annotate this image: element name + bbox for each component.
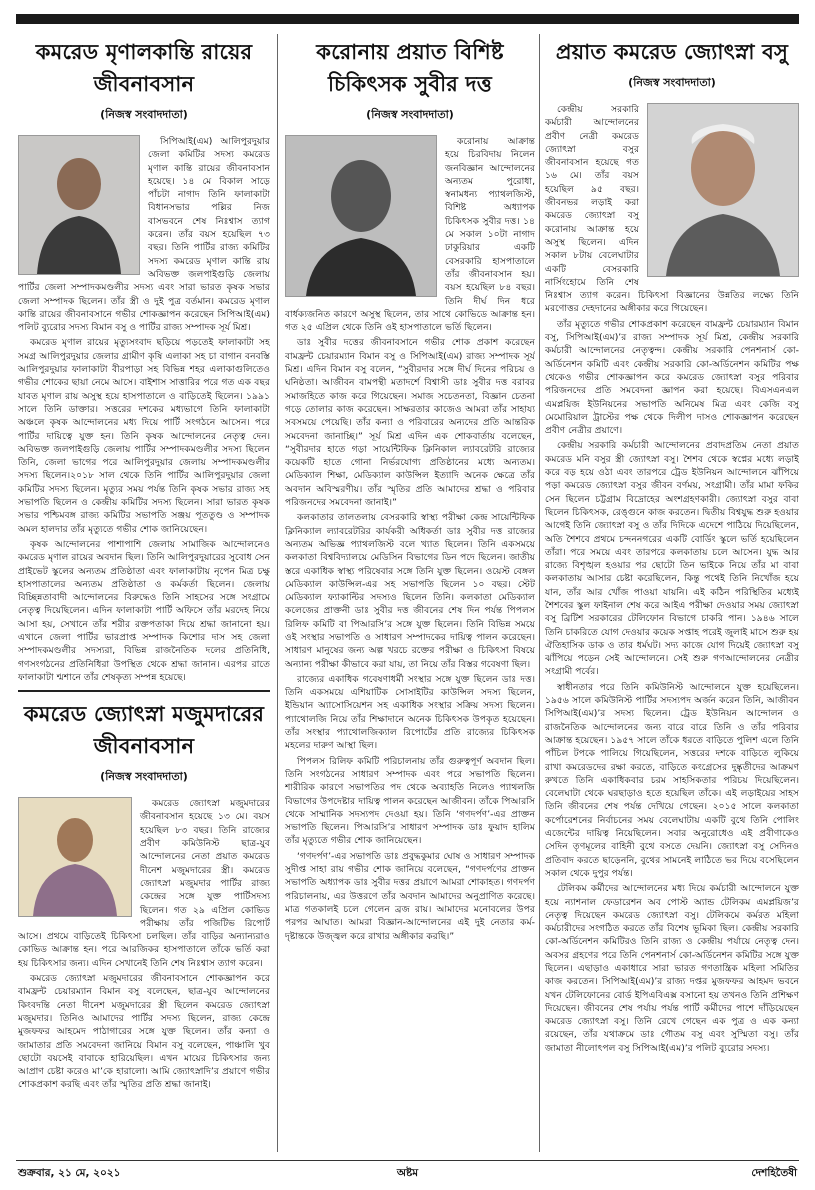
- paragraph: কেন্দ্রীয় সরকারি কর্মচারী আন্দোলনের প্রবীণ নেত্রী কমরেড জ্যোৎস্না বসুর জীবনাবসান হয়েছে গত ১৬ মে। তাঁর বয়স হয়েছিল ৯৫ বছর। জীবনভর লড়াই করা কমরেড জ্যোৎস্না বসু করোনায় আক্রান্ত হয়ে অসুস্থ ছিলেন। এদিন সকাল ৮টায় বেলেঘাটার একটি বেসরকারি নার্সিংহোমে তিনি শেষ নিঃশ্বাস ত্যাগ করেন। চিকিৎসা বিজ্ঞানের উন্নতির লক্ষ্যে তিনি মরণোত্তর দেহদানের অঙ্গীকার করে গিয়েছেন।: [545, 104, 799, 315]
- paragraph: ডাঃ সুবীর দত্তের জীবনাবসানে গভীর শোক প্রকাশ করেছেন বামফ্রন্ট চেয়ারম্যান বিমান বসু ও সিপিআই(এম) রাজ্য সম্পাদক সূর্য মিশ্র। এদিন বিমান বসু বলেন, “সুবীরদার সঙ্গে দীর্ঘ দিনের পরিচয় ও ঘনিষ্ঠতা। আজীবন বামপন্থী মতাদর্শে বিশ্বাসী ডাঃ সুবীর দত্ত বরাবর সমাজহিতে কাজ করে গিয়েছেন। সমাজ সচেতনতা, বিজ্ঞান চেতনা গড়ে তোলার কাজ করেছেন। সাক্ষরতার কাজেও আমরা তাঁর সাহায্য সবসময়ে পেয়েছি। তাঁর কন্যা ও পরিবারের অন্যদের প্রতি আন্তরিক সমবেদনা জানাচ্ছি।” সূর্য মিশ্র এদিন এক শোকবার্তায় বলেছেন, “সুবীরদার হাতে গড়া সায়েন্টিফিক ক্লিনিকাল ল্যাবরেটরি রাজ্যের কয়েকটি হাতে গোনা নির্ভরযোগ্য প্রতিষ্ঠানের মধ্যে অন্যতম। মেডিক্যাল শিক্ষা, মেডিক্যাল কাউন্সিল ইত্যাদি অনেক ক্ষেত্রে তাঁর অবদান অবিস্মরণীয়। তাঁর স্মৃতির প্রতি আমাদের শ্রদ্ধা ও পরিবার পরিজনদের সমবেদনা জানাই।”: [285, 337, 535, 509]
- paragraph: ‘গণদর্পণ’-এর সভাপতি ডাঃ প্রবুদ্ধকুমার ঘোষ ও সাধারণ সম্পাদক সুদীপ্ত সাহা রায় গভীর শোক জানিয়ে বলেছেন, “গণদর্পণের প্রাক্তন সভাপতি অধ্যাপক ডাঃ সুবীর দত্তর প্রয়াণে আমরা শোকাহত। গণদর্পণ পরিচালনায়, এর উত্তরণে তাঁর অবদান আমাদের অনুপ্রাণিত করেছে। মাত্র গতকালই চলে গেলেন ব্রজ রায়। আমাদের মনোবলের উপর পরপর আঘাত। আমরা বিজ্ঞান-আন্দোলনের এই দুই নেতার কর্ম-দৃষ্টান্তকে উজ্জ্বল করে রাখার অঙ্গীকার করছি।”: [285, 850, 535, 942]
- paragraph: রাজ্যের একাধিক গবেষণাধর্মী সংস্থার সঙ্গে যুক্ত ছিলেন ডাঃ দত্ত। তিনি একসময়ে এশিয়াটিক সোসাইটির কাউন্সিল সদস্য ছিলেন, ইন্ডিয়ান অ্যাসোসিয়েশন সহ একাধিক সংস্থার সক্রিয় সদস্য ছিলেন। প্যাথোলজি নিয়ে তাঁর শিক্ষাদানে অনেক চিকিৎসক উপকৃত হয়েছেন। তাঁর সংস্থার প্যাথোলজিক্যাল রিপোর্টের প্রতি রাজ্যের চিকিৎসক মহলের দারুণ আস্থা ছিল।: [285, 673, 535, 752]
- paragraph: করোনায় আক্রান্ত হয়ে চিরবিদায় নিলেন জনবিজ্ঞান আন্দোলনের অন্যতম পুরোধা, স্বনামধন্য প্যাথলজিস্ট, বিশিষ্ট অধ্যাপক চিকিৎসক সুবীর দত্ত। ১৪ মে সকাল ১০টা নাগাদ ঢাকুরিয়ার একটি বেসরকারি হাসপাতালে তাঁর জীবনাবসান হয়। বয়স হয়েছিল ৮৪ বছর। তিনি দীর্ঘ দিন ধরে বার্ধক্যজনিত কারণে অসুস্থ ছিলেন, তার সাথে কোভিডে আক্রান্ত হন। গত ২৫ এপ্রিল থেকে তিনি ওই হাসপাতালে ভর্তি ছিলেন।: [285, 136, 535, 334]
- portrait-photo: [647, 103, 799, 277]
- byline: (নিজস্ব সংবাদদাতা): [100, 108, 188, 121]
- paragraph: কমরেড জ্যোৎস্না মজুমদারের জীবনাবসানে শোকজ্ঞাপন করে বামফ্রন্ট চেয়ারম্যান বিমান বসু বলেছেন, ছাত্র-যুব আন্দোলনের কিংবদন্তি নেতা দীনেশ মজুমদারের স্ত্রী ছিলেন কমরেড জ্যোৎস্না মজুমদার। তিনিও আমাদের পার্টির সদস্য ছিলেন, রাজ্য কেন্দ্রে মুজফফর আহমেদ পাঠাগারের সঙ্গে যুক্ত ছিলেন। তাঁর কন্যা ও জামাতার প্রতি সমবেদনা জানিয়ে বিমান বসু বলেছেন, পাঞ্চালি খুব ছোটো বয়সেই বাবাকে হারিয়েছিল। এখন মায়ের চিকিৎসার জন্য আপ্রাণ চেষ্টা করেও মা’কে হারালো। আমি জ্যোৎস্নাদি’র প্রয়াণে গভীর শোকপ্রকাশ করছি এবং তাঁর স্মৃতির প্রতি শ্রদ্ধা জানাই।: [18, 973, 270, 1091]
- byline: (নিজস্ব সংবাদদাতা): [100, 770, 188, 784]
- article-jyotsna-basu: [545, 36, 799, 1055]
- byline: (নিজস্ব সংবাদদাতা): [366, 108, 454, 121]
- paragraph: স্বাধীনতার পরে তিনি কমিউনিস্ট আন্দোলনে যুক্ত হয়েছিলেন। ১৯৫৬ সালে কমিউনিস্ট পার্টির সদস্যপদ অর্জন করেন তিনি, আজীবন সিপিআই(এম)’র সদস্য ছিলেন। ট্রেড ইউনিয়ন আন্দোলন ও রাজনৈতিক আন্দোলনের জন্য বারে বারে তিনি ও তাঁর পরিবার আক্রান্ত হয়েছেন। ১৯৫৭ সালে তাঁকে ধরতে বাড়িতে পুলিশ এলে তিনি পাঁচিল টপকে পালিয়ে গিয়েছিলেন, সত্তরের দশকে বাড়িতে লুকিয়ে রাখা কমরেডদের রক্ষা করতে, বাড়িতে কংগ্রেসের দুষ্কৃতীদের আক্রমণ রুখতে তিনি একাধিকবার চরম সাহসিকতার পরিচয় দিয়েছিলেন। বেলেঘাটা থেকে ঘরছাড়াও হতে হয়েছিল তাঁকে। এই লড়াইয়ের সাহস তিনি জীবনের শেষ পর্যন্ত দেখিয়ে গেছেন। ২০১৫ সালে কলকাতা কর্পোরেশনের নির্বাচনের সময় বেলেঘাটায় একটি বুথে তিনি পোলিং এজেন্টের দায়িত্ব নিয়েছিলেন। সবার অনুরোধেও এই প্রবীণাকেও সেদিন তৃণমূলের বাহিনী বুথে বসতে দেয়নি। জ্যোৎস্না বসু সেদিনও প্রতিবাদ করতে ছাড়েননি, বুথের সামনেই লাঠিতে ভর দিয়ে বসেছিলেন সকাল থেকে দুপুর পর্যন্ত।: [545, 681, 799, 879]
- article-mrinal: [18, 36, 270, 684]
- headline: কমরেড জ্যোৎস্না মজুমদারের জীবনাবসান: [23, 702, 265, 759]
- column-divider: [539, 34, 540, 1152]
- headline: কমরেড মৃণালকান্তি রায়ের জীবনাবসান: [35, 40, 253, 96]
- paragraph: কৃষক আন্দোলনের পাশাপাশি জেলায় সামাজিক আন্দোলনেও কমরেড মৃণাল রায়ের অবদান ছিল। তিনি আলিপুরদুয়ারের সুবোধ সেন প্রাইভেট স্কুলের অন্যতম প্রতিষ্ঠাতা এবং ফালাকাটায় নৃপেন মিত্র চক্ষু হাসপাতালের অন্যতম প্রতিষ্ঠাতা ও কর্মকর্তা ছিলেন। জেলায় বিচ্ছিন্নতাবাদী আন্দোলনের বিরুদ্ধেও তিনি সাহসের সঙ্গে সংগ্রামে নেতৃত্ব দিয়েছিলেন। এদিন ফালাকাটা পার্টি অফিসে তাঁর মরদেহ নিয়ে আসা হয়, সেখানে তাঁর শরীর রক্তপতাকা দিয়ে শ্রদ্ধা জানানো হয়। এখানে জেলা পার্টির ভারপ্রাপ্ত সম্পাদক কিশোর দাস সহ জেলা সম্পাদকমণ্ডলীর সদস্যরা, বিভিন্ন রাজনৈতিক দলের প্রতিনিধি, গণসংগঠনের প্রতিনিধিরা উপস্থিত থেকে শ্রদ্ধা জানান। এরপর রাতে ফালাকাটা শ্মশানে তাঁর শেষকৃত্য সম্পন্ন হয়েছে।: [18, 538, 270, 683]
- portrait-photo: [285, 135, 437, 297]
- footer-page-number: অষ্টম: [396, 1167, 419, 1179]
- headline: করোনায় প্রয়াত বিশিষ্ট চিকিৎসক সুবীর দত্ত: [316, 40, 504, 96]
- column-right: [545, 30, 799, 1155]
- column-left: [18, 30, 270, 1155]
- column-divider: [277, 34, 278, 1152]
- top-rule: [16, 14, 799, 24]
- portrait-photo: [18, 797, 132, 917]
- section-rule: [18, 690, 270, 692]
- column-middle: [285, 30, 535, 1155]
- paragraph: কলকাতার তালতলায় বেসরকারি স্বাস্থ্য পরীক্ষা কেন্দ্র সায়েন্টিফিক ক্লিনিক্যাল ল্যাবরেটরির কার্যকরী অধিকর্তা ডাঃ সুবীর দত্ত রাজ্যের অন্যতম অভিজ্ঞ প্যাথলজিস্ট বলে খ্যাত ছিলেন। তিনি একসময়ে কলকাতা বিশ্ববিদ্যালয়ে মেডিসিন বিভাগের ডিন পদে ছিলেন। জাতীয় স্তরে একাধিক স্বাস্থ্য পরিষেবার সঙ্গে তিনি যুক্ত ছিলেন। ওয়েস্ট বেঙ্গল মেডিক্যাল কাউন্সিল-এর সহ সভাপতি ছিলেন ১০ বছর। স্টেট মেডিক্যাল ফ্যাকাল্টির সদস্যও ছিলেন তিনি। কলকাতা মেডিক্যাল কলেজের প্রাক্তনী ডাঃ সুবীর দত্ত জীবনের শেষ দিন পর্যন্ত পিপলস রিলিফ কমিটি বা পিআরসি’র সঙ্গে যুক্ত ছিলেন। তিনি বিভিন্ন সময়ে ওই সংস্থার সভাপতি ও সাধারণ সম্পাদকের দায়িত্ব পালন করেছেন। সাধারণ মানুষের জন্য অল্প খরচে রক্তের পরীক্ষা ও চিকিৎসা বিষয়ে অন্যান্য পরীক্ষা কীভাবে করা যায়, তা নিয়ে তাঁর বিস্তর গবেষণা ছিল।: [285, 512, 535, 670]
- byline: (নিজস্ব সংবাদদাতা): [628, 76, 716, 89]
- portrait-photo: [18, 135, 140, 275]
- footer-rule: [16, 1160, 799, 1161]
- paragraph: টেলিকম কর্মীদের আন্দোলনের মধ্য দিয়ে কর্মচারী আন্দোলনে যুক্ত হয়ে ন্যাশনাল ফেডারেশন অব পোস্ট অ্যান্ড টেলিকম এমপ্লয়িজ’র নেতৃত্ব দিয়েছেন কমরেড জ্যোৎস্না বসু। টেলিকমে কর্মরত মহিলা কর্মচারীদের সংগঠিত করতে তাঁর বিশেষ ভূমিকা ছিল। কেন্দ্রীয় সরকারি কো-অর্ডিনেশন কমিটিরও তিনি রাজ্য ও কেন্দ্রীয় পর্যায়ে নেতৃত্ব দেন। অবসর গ্রহণের পরে তিনি পেনশনার্স কো-অর্ডিনেশন কমিটির সঙ্গে যুক্ত ছিলেন। এছাড়াও একাধারে সারা ভারত গণতান্ত্রিক মহিলা সমিতির কাজ করতেন। সিপিআই(এম)’র রাজ্য দপ্তর মুজফফর আহমদ ভবনে যখন টেলিফোনের বোর্ড ইপিএবিএক্স বসানো হয় তখনও তিনি প্রশিক্ষণ দিয়েছেন। জীবনের শেষ পর্যায় পর্যন্ত পার্টি কর্মীদের পাশে দাঁড়িয়েছেন কমরেড জ্যোৎস্না বসু। তিনি রেখে গেছেন এক পুত্র ও এক কন্যা রয়েছেন, তাঁর যথাক্রমে ডাঃ গৌতম বসু এবং সুস্মিতা বসু। তাঁর জামাতা নীলোৎপল বসু সিপিআই(এম)’র পলিট ব্যুরোর সদস্য।: [545, 883, 799, 1054]
- paragraph: পিপলস রিলিফ কমিটি পরিচালনায় তাঁর গুরুত্বপূর্ণ অবদান ছিল। তিনি সংগঠনের সাধারণ সম্পাদক এবং পরে সভাপতি ছিলেন। শারীরিক কারণে সভাপতির পদ থেকে অব্যাহতি নিলেও প্যাথলজি বিভাগের উপদেষ্টার দায়িত্ব পালন করেছেন আজীবন। তাঁকে পিআরসি থেকে সাম্মানিক সদস্যপদ দেওয়া হয়। তিনি ‘গণদর্পণ’-এর প্রাক্তন সভাপতি ছিলেন। পিআরসি’র সাধারণ সম্পাদক ডাঃ ফুয়াদ হালিম তাঁর মৃত্যুতে গভীর শোক জানিয়েছেন।: [285, 755, 535, 847]
- footer-paper-name: দেশহিতৈষী: [751, 1167, 797, 1179]
- paragraph: কমরেড মৃণাল রায়ের মৃত্যুসংবাদ ছড়িয়ে পড়তেই ফালাকাটা সহ সমগ্র আলিপুরদুয়ার জেলার গ্রামীণ কৃষি এলাকা সহ চা বাগান বনবস্তি আলিপুরদুয়ার ফালাকাটা বীরপাড়া সহ বিভিন্ন শহর এলাকাগুলিতেও গভীর শোকের ছায়া নেমে আসে। বাইশাস সাত্তারির পরে গত এক বছর যাবত মৃণাল রায় অসুস্থ হয়ে হাসপাতালে ও বাড়িতেই ছিলেন। ১৯৯১ সালে তিনি ডাক্তার। সত্তরের দশকের মধ্যভাগে তিনি ফালাকাটা অঞ্চলে কৃষক আন্দোলনের মধ্য দিয়ে পার্টি সংগঠনে আসেন। পরে পার্টির দায়িত্বে যুক্ত হন। তিনি কৃষক আন্দোলনের নেতৃত্ব দেন। অবিভক্ত জলপাইগুড়ি জেলায় পার্টির সম্পাদকমণ্ডলীর সদস্য ছিলেন তিনি, জেলা ভাগের পরে আলিপুরদুয়ার জেলায় সম্পাদকমণ্ডলীর সদস্য ছিলেন।২০১৮ সাল থেকে তিনি পার্টির আলিপুরদুয়ার জেলা কমিটির সদস্য ছিলেন। মৃত্যুর সময় পর্যন্ত তিনি কৃষক সভার রাজ্য সহ সভাপতি ছিলেন ও কেন্দ্রীয় কমিটির সদস্য ছিলেন। সারা ভারত কৃষক সভার পশ্চিমবঙ্গ রাজ্য কমিটির সভাপতি সঞ্জয় পূততুণ্ড ও সম্পাদক অমল হালদার তাঁর মৃত্যুতে গভীর শোক জানিয়েছেন।: [18, 337, 270, 535]
- paragraph: কেন্দ্রীয় সরকারি কর্মচারী আন্দোলনের প্রবাদপ্রতিম নেতা প্রয়াত কমরেড মনি বসুর স্ত্রী জ্যোৎস্না বসু। শৈশব থেকে স্বপ্নের মধ্যে লড়াই করে বড় হয়ে ওঠা এবং তারপরে ট্রেড ইউনিয়ন আন্দোলনে ঝাঁপিয়ে পড়া কমরেড জ্যোৎস্না বসুর জীবন বর্ণময়, সংগ্রামী। তাঁর মামা ফকির সেন ছিলেন চট্টগ্রাম বিদ্রোহের অংশগ্রহণকারী। জ্যোৎস্না বসুর বাবা ছিলেন চিকিৎসক, রেঙ্গুনে কাজ করতেন। দ্বিতীয় বিশ্বযুদ্ধ শুরু হওয়ার আগেই তিনি জ্যোৎস্না বসু ও তাঁর দিদিকে এদেশে পাঠিয়ে দিয়েছিলেন, অতি শৈশবে প্রথমে চন্দননগরের একটি বোর্ডিং স্কুলে ভর্তি হয়েছিলেন তাঁরা। পরে সময়ে এবং তারপরে কলকাতায় চলে আসেন। যুদ্ধ আর রাজ্যে বিশৃঙ্খল হওয়ার পর ছোটো তিন ভাইকে নিয়ে তাঁর মা বাবা কলকাতায় আসার চেষ্টা করেছিলেন, কিন্তু পথেই তিনি নিখোঁজ হয়ে যান, তাঁর আর খোঁজ পাওয়া যায়নি। এই কঠিন পরিস্থিতির মধ্যেই শৈশবের স্কুল ফাইনাল শেষ করে আইএ পরীক্ষা দেওয়ার সময় জ্যোৎস্না বসু ব্রিটিশ সরকারের টেলিফোন বিভাগে চাকরি পান। ১৯৪৬ সালে তিনি চাকরিতে যোগ দেওয়ার কয়েক সপ্তাহ পরেই জুলাই মাসে শুরু হয় ঐতিহাসিক ডাক ও তার ধর্মঘট। সদ্য কাজে যোগ দিয়েই জ্যোৎস্না বসু ঝাঁপিয়ে পড়েন সেই আন্দোলনে। সেই শুরু গণআন্দোলনের নেত্রীর সংগ্রামী পর্বের।: [545, 440, 799, 678]
- paragraph: তাঁর মৃত্যুতে গভীর শোকপ্রকাশ করেছেন বামফ্রন্ট চেয়ারম্যান বিমান বসু, সিপিআই(এম)’র রাজ্য সম্পাদক সূর্য মিশ্র, কেন্দ্রীয় সরকারি কর্মচারী আন্দোলনের নেতৃত্বন্দ। কেন্দ্রীয় সরকারি পেনশনার্স কো-অর্ডিনেশন কমিটি এবং কেন্দ্রীয় সরকারি কো-অর্ডিনেশন কমিটির পক্ষ থেকেও গভীর শোকজ্ঞাপন করে কমরেড জ্যোৎস্না বসুর পরিবার পরিজনদের প্রতি সমবেদনা জ্ঞাপন করা হয়েছে। বিএসএনএল এমপ্লয়িজ ইউনিয়নের সভাপতি অনিমেষ মিত্র এবং কেজি বসু মেমোরিয়াল ট্রাস্টের পক্ষ থেকে দিলীপ দাসও শোকজ্ঞাপন করেছেন প্রবীণ নেত্রীর প্রয়াণে।: [545, 318, 799, 437]
- article-jyotsna-majumdar: [18, 698, 270, 1092]
- paragraph: কমরেড জ্যোৎস্না মজুমদারের জীবনাবসান হয়েছে ১৩ মে। বয়স হয়েছিল ৮৩ বছর। তিনি রাজ্যের প্রবীণ কমিউনিস্ট ছাত্র-যুব আন্দোলনের নেতা প্রয়াত কমরেড দীনেশ মজুমদারের স্ত্রী। কমরেড জ্যোৎস্না মজুমদার পার্টির রাজ্য কেন্দ্রের সঙ্গে যুক্ত পার্টিসদস্য ছিলেন। গত ২৯ এপ্রিল কোভিড পরীক্ষায় তাঁর পজিটিভ রিপোর্ট আসে। প্রথমে বাড়িতেই চিকিৎসা চলছিল। তাঁর বাড়ির অন্যান্যরাও কোভিড আক্রান্ত হন। পরে আরজিকর হাসপাতালে তাঁকে ভর্তি করা হয় চিকিৎসার জন্য। এদিন সেখানেই তিনি শেষ নিঃশ্বাস ত্যাগ করেন।: [18, 798, 270, 969]
- article-subir-dutta: [285, 36, 535, 943]
- headline: প্রয়াত কমরেড জ্যোৎস্না বসু: [555, 40, 789, 64]
- footer-date: শুক্রবার, ২১ মে, ২০২১: [18, 1167, 121, 1179]
- paragraph: সিপিআই(এম) আলিপুরদুয়ার জেলা কমিটির সদস্য কমরেড মৃণাল কান্তি রায়ের জীবনাবসান হয়েছে। ১৪ মে বিকাল সাড়ে পাঁচটা নাগাদ তিনি ফালাকাটা বিধানসভার পল্লির নিজ বাসভবনে শেষ নিঃশ্বাস ত্যাগ করেন। তাঁর বয়স হয়েছিল ৭৩ বছর। তিনি পার্টির রাজ্য কমিটির সদস্য কমরেড মৃণাল কান্তি রায় অবিভক্ত জলপাইগুড়ি জেলায় পার্টির জেলা সম্পাদকমণ্ডলীর সদস্য এবং সারা ভারত কৃষক সভার জেলা সম্পাদক ছিলেন। তাঁর স্ত্রী ও দুই পুত্র বর্তমান। কমরেড মৃণাল কান্তি রায়ের জীবনাবসানে গভীর শোকজ্ঞাপন করেছেন সিপিআই(এম) পলিট ব্যুরোর সদস্য বিমান বসু ও পার্টির রাজ্য সম্পাদক সূর্য মিশ্র।: [18, 136, 270, 334]
